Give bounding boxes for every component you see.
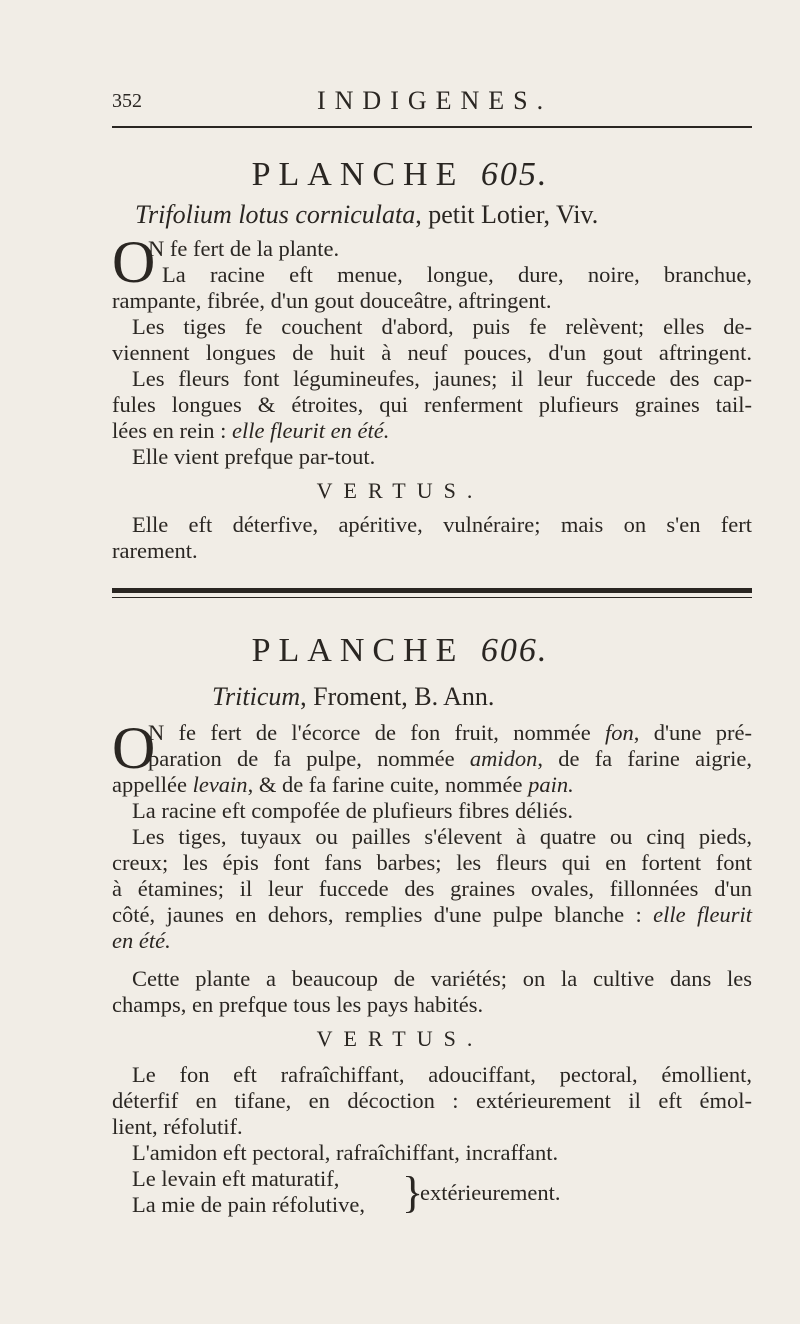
text-line: La racine eft menue, longue, dure, noire, branchue, — [162, 262, 752, 287]
text-line: Le levain eft maturatif, — [132, 1166, 340, 1191]
text-line: viennent longues de huit à neuf pouces, d'un gout aftringent. — [112, 340, 752, 365]
latin-name: Trifolium lotus corniculata — [135, 200, 416, 229]
text-line: à étamines; il leur fuccede des graines ovales, fillonnées d'un — [112, 876, 752, 901]
plate-heading-word: PLANCHE — [251, 156, 465, 193]
italic-note: en été. — [112, 928, 171, 953]
latin-name: Triticum — [212, 682, 301, 711]
text-line: N fe fert de la plante. — [148, 236, 340, 261]
text-line: Les tiges, tuyaux ou pailles s'élevent à quatre ou cinq pieds, — [132, 824, 752, 849]
text-line: déterfif en tifane, en décoction : extérieurement il eft émol- — [112, 1088, 752, 1113]
drop-cap: O — [112, 229, 156, 295]
italic-note: elle fleurit — [653, 902, 752, 927]
text-line — [112, 902, 752, 928]
plate-heading-word: PLANCHE — [251, 632, 465, 669]
text-line: Le fon eft rafraîchiffant, adouciffant, pectoral, émollient, — [132, 1062, 752, 1087]
common-name: , Froment, B. Ann. — [300, 682, 495, 711]
text-line: Cette plante a beaucoup de variétés; on la cultive dans les — [132, 966, 752, 991]
text-span: N fe fert de l'écorce de fon fruit, nommée — [148, 720, 605, 745]
italic-term: amidon — [469, 746, 538, 771]
text-line — [112, 928, 752, 954]
text-line — [112, 772, 752, 798]
running-header — [112, 86, 752, 120]
text-line: rampante, fibrée, d'un gout douceâtre, aftringent. — [112, 288, 552, 313]
text-span: , d'une pré- — [633, 720, 753, 745]
text-span: paration de fa pulpe, nommée — [148, 746, 470, 771]
drop-cap: O — [112, 715, 156, 781]
italic-term: levain — [192, 772, 248, 797]
text-line — [112, 418, 752, 444]
text-line: Les tiges fe couchent d'abord, puis fe relèvent; elles de- — [132, 314, 752, 339]
text-line: La racine eft compofée de plufieurs fibres déliés. — [132, 798, 574, 823]
text-line: lient, réfolutif. — [112, 1114, 243, 1139]
italic-note: elle fleurit en été. — [231, 418, 390, 443]
italic-term: pain. — [528, 772, 574, 797]
text-span: , de fa farine aigrie, — [537, 746, 752, 771]
plate-number: 605. — [480, 156, 549, 193]
text-line — [148, 720, 752, 746]
italic-term: fon — [605, 720, 634, 745]
plate-606-title — [212, 684, 800, 710]
plate-number: 606. — [480, 632, 549, 669]
text-span: appellée — [112, 772, 193, 797]
text-line: rarement. — [112, 538, 198, 563]
common-name: , petit Lotier, Viv. — [415, 200, 599, 229]
text-line: Les fleurs font légumineufes, jaunes; il leur fuccede des cap- — [132, 366, 752, 391]
text-line: Elle eft déterfive, apéritive, vulnéraire; mais on s'en fert — [132, 512, 752, 537]
brace-glyph: } — [402, 1168, 424, 1217]
text-line: fules longues & étroites, qui renferment plufieurs graines tail- — [112, 392, 752, 417]
plate-605-heading — [0, 156, 800, 194]
text-span: , & de fa farine cuite, nommée — [247, 772, 529, 797]
text-line: creux; les épis font fans barbes; les fleurs qui en fortent font — [112, 850, 752, 875]
text-line: extérieurement. — [420, 1180, 561, 1205]
virtus-heading: VERTUS. — [316, 1026, 484, 1051]
text-line — [148, 746, 752, 772]
running-title: INDIGENES. — [317, 86, 553, 115]
plate-605-title — [135, 202, 775, 228]
plate-606-heading — [0, 632, 800, 670]
text-line: champs, en prefque tous les pays habités. — [112, 992, 484, 1017]
text-line: La mie de pain réfolutive, — [132, 1192, 366, 1217]
page-number: 352 — [112, 90, 142, 112]
section-rule-thin — [112, 597, 752, 598]
text-line: L'amidon eft pectoral, rafraîchiffant, incraffant. — [132, 1140, 559, 1165]
section-rule-thick — [112, 588, 752, 593]
text-line: Elle vient prefque par-tout. — [132, 444, 376, 469]
header-rule — [112, 126, 752, 128]
virtus-heading: VERTUS. — [316, 478, 484, 503]
text-span: lées en rein : — [112, 418, 232, 443]
text-span: côté, jaunes en dehors, remplies d'une pulpe blanche : — [112, 902, 654, 927]
